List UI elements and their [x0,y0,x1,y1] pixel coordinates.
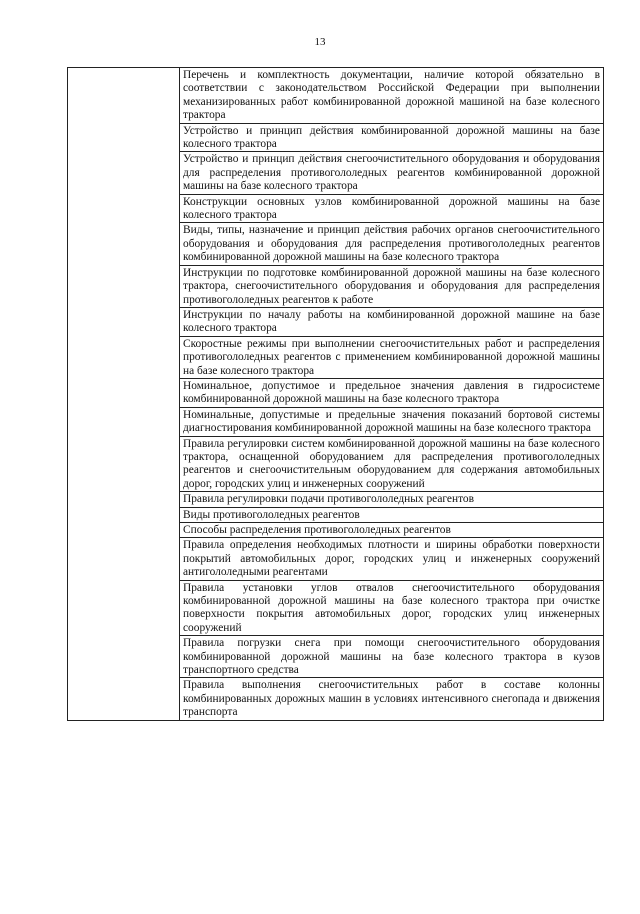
table-cell: Конструкции основных узлов комбинированной дорожной машины на базе колесного трактора [180,194,604,223]
table-cell: Способы распределения противогололедных реагентов [180,523,604,538]
table-cell: Виды противогололедных реагентов [180,507,604,522]
table-cell: Номинальные, допустимые и предельные значения показаний бортовой системы диагностирования комбинированной дорожной машины на базе колесного трактора [180,407,604,436]
table-cell: Правила регулировки подачи противогололедных реагентов [180,492,604,507]
table-cell: Скоростные режимы при выполнении снегоочистительных работ и распределения противогололедных реагентов с применением комбинированной дорожной машины на базе колесного трактора [180,336,604,378]
table-cell: Правила установки углов отвалов снегоочистительного оборудования комбинированной дорожной машины на базе колесного трактора при очистке поверхности покрытия автомобильных дорог, городских улиц инженерных сооружений [180,580,604,636]
left-merged-cell [68,68,180,721]
table-cell: Правила погрузки снега при помощи снегоочистительного оборудования комбинированной дорожной машины на базе колесного трактора в кузов транспортного средства [180,636,604,678]
table-cell: Номинальное, допустимое и предельное значения давления в гидросистеме комбинированной дорожной машины на базе колесного трактора [180,378,604,407]
knowledge-table [67,67,604,721]
table-cell: Правила выполнения снегоочистительных работ в составе колонны комбинированных дорожных машин в условиях интенсивного снегопада и движения транспорта [180,678,604,720]
table-cell: Инструкции по подготовке комбинированной дорожной машины на базе колесного трактора, снегоочистительного оборудования и оборудования для распределения противогололедных реагентов к работе [180,265,604,307]
table-cell: Перечень и комплектность документации, наличие которой обязательно в соответствии с законодательством Российской Федерации при выполнении механизированных работ комбинированной дорожной машиной на базе колесного трактора [180,68,604,124]
table-cell: Устройство и принцип действия снегоочистительного оборудования и оборудования для распределения противогололедных реагентов комбинированной дорожной машины на базе колесного трактора [180,152,604,194]
table-cell: Правила определения необходимых плотности и ширины обработки поверхности покрытий автомобильных дорог, городских улиц и инженерных сооружений антигололедными реагентами [180,538,604,580]
page-number: 13 [314,36,326,48]
table-cell: Правила регулировки систем комбинированной дорожной машины на базе колесного трактора, оснащенной оборудованием для распределения противогололедных реагентов и снегоочистительным оборудованием для содержания автомобильных дорог, городских улиц и инженерных сооружений [180,436,604,492]
table-row [68,68,604,124]
table-cell: Виды, типы, назначение и принцип действия рабочих органов снегоочистительного оборудования и оборудования для распределения противогололедных реагентов комбинированной дорожной машины на базе колесного трактора [180,223,604,265]
table-cell: Инструкции по началу работы на комбинированной дорожной машине на базе колесного трактора [180,307,604,336]
table-cell: Устройство и принцип действия комбинированной дорожной машины на базе колесного трактора [180,123,604,152]
